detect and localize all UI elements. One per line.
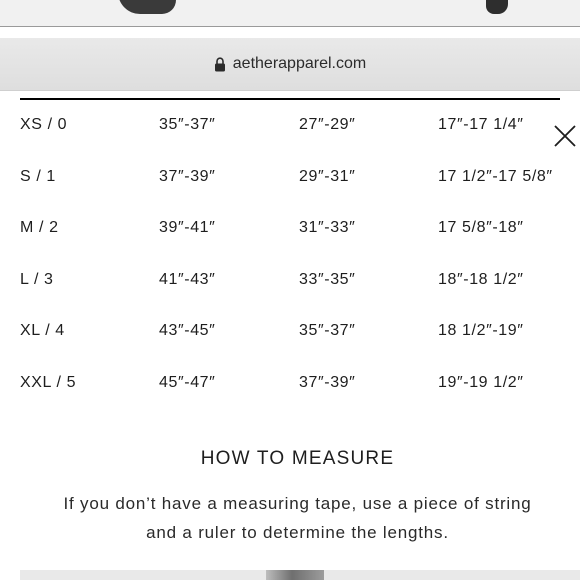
- measurement-cell: 17 1/2″-17 5/8″: [438, 167, 553, 185]
- measurement-cell: 45″-47″: [159, 373, 216, 391]
- measurement-cell: 31″-33″: [299, 219, 356, 236]
- measurement-cell: 37″-39″: [299, 373, 356, 391]
- measurement-cell: 27″-29″: [299, 116, 356, 133]
- close-icon[interactable]: [553, 124, 577, 148]
- product-image-shape: [118, 0, 176, 14]
- how-to-measure-text: [0, 489, 580, 547]
- measure-text-line: If you don’t have a measuring tape, use a piece of string: [63, 494, 532, 513]
- measure-guide-image: [20, 570, 580, 580]
- size-cell: XXL / 5: [20, 373, 77, 391]
- measure-text-line: and a ruler to determine the lengths.: [146, 523, 449, 542]
- url-display[interactable]: [214, 55, 366, 73]
- table-row: [20, 100, 560, 152]
- size-cell: XL / 4: [20, 322, 65, 339]
- measurement-cell: 43″-45″: [159, 322, 216, 339]
- measurement-cell: 18 1/2″-19″: [438, 322, 524, 339]
- table-row: [20, 306, 560, 358]
- address-bar[interactable]: [0, 38, 580, 91]
- size-cell: M / 2: [20, 219, 59, 236]
- table-row: [20, 255, 560, 307]
- measurement-cell: 18″-18 1/2″: [438, 270, 524, 288]
- product-image-shape: [486, 0, 508, 14]
- top-product-image: [0, 0, 580, 27]
- table-row: [20, 152, 560, 204]
- measurement-cell: 35″-37″: [159, 116, 216, 133]
- size-chart-table: [20, 100, 560, 409]
- measurement-cell: 39″-41″: [159, 219, 216, 236]
- size-cell: L / 3: [20, 270, 54, 288]
- measurement-cell: 29″-31″: [299, 167, 356, 185]
- size-cell: S / 1: [20, 167, 56, 185]
- measurement-cell: 19″-19 1/2″: [438, 373, 524, 391]
- measurement-cell: 33″-35″: [299, 270, 356, 288]
- how-to-measure-heading: HOW TO MEASURE: [200, 448, 395, 469]
- lock-icon: [214, 57, 226, 72]
- guide-figure: [266, 570, 324, 580]
- table-row: [20, 203, 560, 255]
- size-cell: XS / 0: [20, 116, 68, 133]
- table-row: [20, 358, 560, 410]
- measurement-cell: 37″-39″: [159, 167, 216, 185]
- measurement-cell: 17 5/8″-18″: [438, 219, 524, 236]
- measurement-cell: 35″-37″: [299, 322, 356, 339]
- url-text: aetherapparel.com: [232, 55, 367, 72]
- measurement-cell: 41″-43″: [159, 270, 216, 288]
- measurement-cell: 17″-17 1/4″: [438, 116, 524, 133]
